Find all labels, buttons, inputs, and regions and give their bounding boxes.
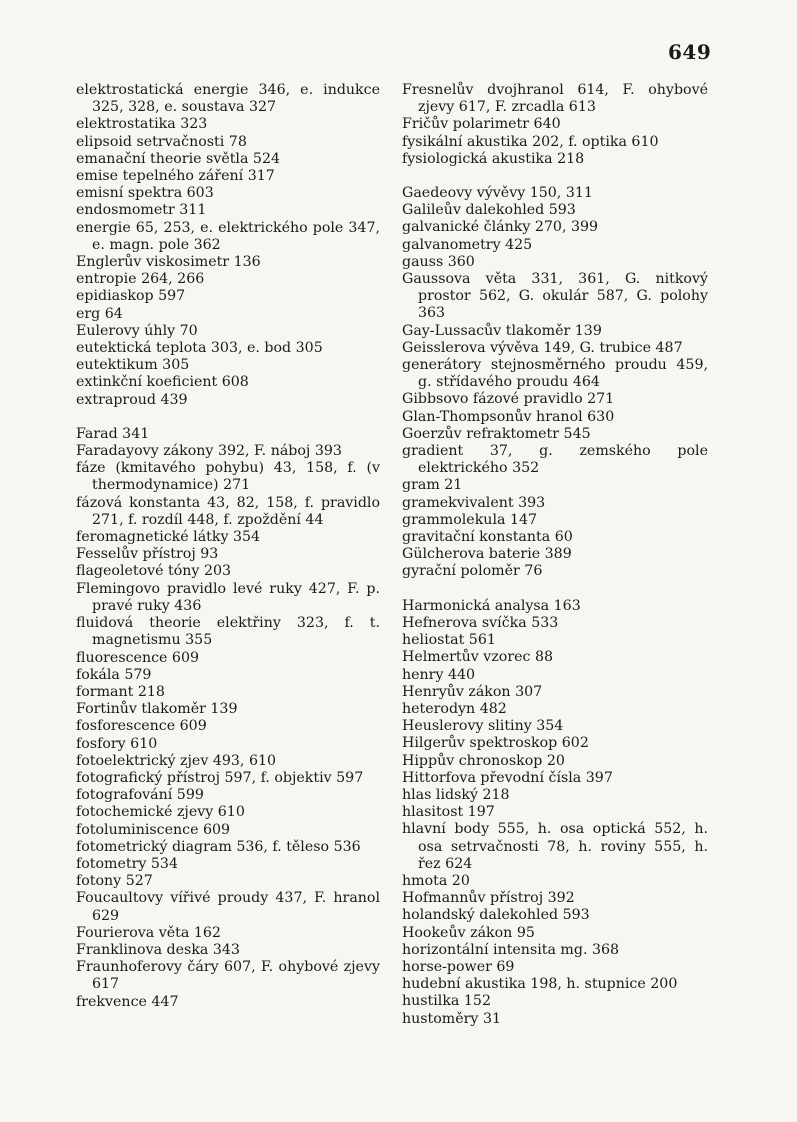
index-entry: erg 64 <box>76 305 123 322</box>
index-entry: fotometry 534 <box>76 855 178 872</box>
index-entry: gradient 37, g. zemského pole elektrického 352 <box>402 443 708 477</box>
index-entry: Gaussova věta 331, 361, G. nitkový prostor 562, G. okulár 587, G. polohy 363 <box>402 271 708 322</box>
index-entry: hlavní body 555, h. osa optická 552, h. osa setrvačnosti 78, h. roviny 555, h. řez 624 <box>402 821 708 872</box>
index-column-right <box>402 82 708 1028</box>
index-entry: fosfory 610 <box>76 735 158 752</box>
index-entry: Franklinova deska 343 <box>76 941 240 958</box>
index-entry: Hofmannův přístroj 392 <box>402 890 575 907</box>
index-entry: Fričův polarimetr 640 <box>402 116 561 133</box>
index-entry: gauss 360 <box>402 253 475 270</box>
index-entry: Helmertův vzorec 88 <box>402 649 554 666</box>
index-entry: eutektikum 305 <box>76 357 190 374</box>
index-entry: Gibbsovo fázové pravidlo 271 <box>402 391 615 408</box>
index-entry: hustilka 152 <box>402 993 491 1010</box>
index-entry: Flemingovo pravidlo levé ruky 427, F. p. pravé ruky 436 <box>76 580 380 614</box>
section-gap <box>402 581 708 598</box>
index-entry: formant 218 <box>76 683 165 700</box>
index-entry: fysikální akustika 202, f. optika 610 <box>402 133 659 150</box>
index-entry: heliostat 561 <box>402 632 496 649</box>
index-entry: hlasitost 197 <box>402 804 495 821</box>
index-entry: epidiaskop 597 <box>76 288 186 305</box>
index-entry: Farad 341 <box>76 425 150 442</box>
index-entry: Fesselův přístroj 93 <box>76 546 219 563</box>
index-entry: emise tepelného záření 317 <box>76 168 275 185</box>
index-entry: energie 65, 253, e. elektrického pole 347, e. magn. pole 362 <box>76 219 380 253</box>
index-entry: emisní spektra 603 <box>76 185 214 202</box>
index-entry: Heuslerovy slitiny 354 <box>402 718 564 735</box>
index-entry: fotochemické zjevy 610 <box>76 804 245 821</box>
index-entry: extinkční koeficient 608 <box>76 374 249 391</box>
index-entry: fluidová theorie elektřiny 323, f. t. magnetismu 355 <box>76 615 380 649</box>
index-entry: fázová konstanta 43, 82, 158, f. pravidlo 271, f. rozdíl 448, f. zpoždění 44 <box>76 494 380 528</box>
index-entry: Eulerovy úhly 70 <box>76 322 198 339</box>
index-entry: fotografování 599 <box>76 787 204 804</box>
index-entry: fluorescence 609 <box>76 649 200 666</box>
index-entry: gram 21 <box>402 477 463 494</box>
index-column-left <box>76 82 380 1011</box>
page-number: 649 <box>668 40 712 64</box>
index-entry: Gaedeovy vývěvy 150, 311 <box>402 185 593 202</box>
index-entry: Hittorfova převodní čísla 397 <box>402 769 613 786</box>
index-entry: Glan-Thompsonův hranol 630 <box>402 408 615 425</box>
index-entry: Fresnelův dvojhranol 614, F. ohybové zjevy 617, F. zrcadla 613 <box>402 82 708 116</box>
index-entry: fotoelektrický zjev 493, 610 <box>76 752 277 769</box>
index-entry: galvanometry 425 <box>402 236 533 253</box>
index-entry: henry 440 <box>402 666 476 683</box>
index-entry: Hippův chronoskop 20 <box>402 752 565 769</box>
index-entry: Hilgerův spektroskop 602 <box>402 735 589 752</box>
index-entry: Faradayovy zákony 392, F. náboj 393 <box>76 443 342 460</box>
index-entry: Fortinův tlakoměr 139 <box>76 701 238 718</box>
index-entry: horse-power 69 <box>402 958 515 975</box>
index-entry: feromagnetické látky 354 <box>76 529 261 546</box>
index-entry: Hefnerova svíčka 533 <box>402 614 559 631</box>
index-entry: fotografický přístroj 597, f. objektiv 597 <box>76 769 364 786</box>
index-entry: Henryův zákon 307 <box>402 683 543 700</box>
index-entry: extraproud 439 <box>76 391 188 408</box>
index-entry: Gay-Lussacův tlakoměr 139 <box>402 322 602 339</box>
index-entry: eutektická teplota 303, e. bod 305 <box>76 340 323 357</box>
index-entry: Englerův viskosimetr 136 <box>76 254 261 271</box>
index-entry: generátory stejnosměrného proudu 459, g. střídavého proudu 464 <box>402 357 708 391</box>
section-gap <box>402 168 708 185</box>
index-entry: gyrační poloměr 76 <box>402 563 543 580</box>
index-entry: emanační theorie světla 524 <box>76 150 281 167</box>
index-entry: Geisslerova vývěva 149, G. trubice 487 <box>402 339 683 356</box>
index-entry: gravitační konstanta 60 <box>402 529 573 546</box>
index-entry: hlas lidský 218 <box>402 786 510 803</box>
index-entry: grammolekula 147 <box>402 511 538 528</box>
index-entry: frekvence 447 <box>76 993 179 1010</box>
index-entry: Foucaultovy vířivé proudy 437, F. hranol 629 <box>76 890 380 924</box>
index-entry: elipsoid setrvačnosti 78 <box>76 133 247 150</box>
index-entry: holandský dalekohled 593 <box>402 907 590 924</box>
index-entry: Fraunhoferovy čáry 607, F. ohybové zjevy 617 <box>76 959 380 993</box>
index-entry: horizontální intensita mg. 368 <box>402 941 620 958</box>
index-entry: fotometrický diagram 536, f. těleso 536 <box>76 838 361 855</box>
index-entry: Fourierova věta 162 <box>76 924 221 941</box>
index-entry: galvanické články 270, 399 <box>402 219 599 236</box>
index-entry: fotony 527 <box>76 873 153 890</box>
index-entry: hustoměry 31 <box>402 1010 502 1027</box>
index-entry: hmota 20 <box>402 872 470 889</box>
index-entry: flageoletové tóny 203 <box>76 563 232 580</box>
index-entry: fáze (kmitavého pohybu) 43, 158, f. (v thermodynamice) 271 <box>76 460 380 494</box>
section-gap <box>76 409 380 426</box>
index-entry: Gülcherova baterie 389 <box>402 546 572 563</box>
index-entry: endosmometr 311 <box>76 202 207 219</box>
index-entry: hudební akustika 198, h. stupnice 200 <box>402 976 678 993</box>
index-entry: heterodyn 482 <box>402 700 507 717</box>
index-entry: Galileův dalekohled 593 <box>402 202 576 219</box>
index-entry: entropie 264, 266 <box>76 271 205 288</box>
index-entry: Harmonická analysa 163 <box>402 597 581 614</box>
index-entry: fysiologická akustika 218 <box>402 150 585 167</box>
index-entry: fokála 579 <box>76 666 152 683</box>
index-entry: elektrostatika 323 <box>76 116 208 133</box>
index-entry: Goerzův refraktometr 545 <box>402 425 591 442</box>
index-entry: elektrostatická energie 346, e. indukce 325, 328, e. soustava 327 <box>76 82 380 116</box>
index-entry: Hookeův zákon 95 <box>402 924 535 941</box>
index-entry: fotoluminiscence 609 <box>76 821 231 838</box>
index-entry: fosforescence 609 <box>76 718 207 735</box>
index-entry: gramekvivalent 393 <box>402 494 546 511</box>
